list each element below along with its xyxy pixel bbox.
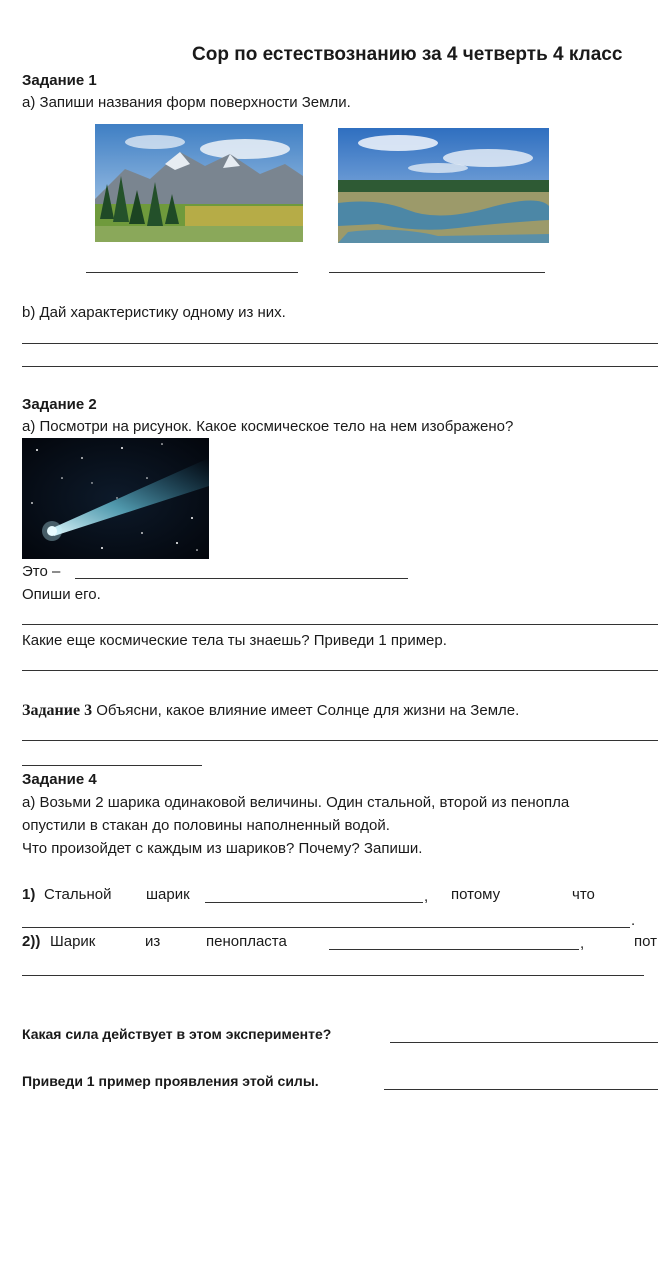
mountains-image xyxy=(95,124,303,242)
task2-heading: Задание 2 xyxy=(22,396,97,413)
answer-line-landform-2[interactable] xyxy=(329,272,545,273)
answer-line-b-1[interactable] xyxy=(22,343,658,344)
answer-line-task3-1[interactable] xyxy=(22,740,658,741)
task4-item-2-comma: , xyxy=(580,935,585,952)
task4-item-2-word-2: из xyxy=(145,933,161,950)
task4-line-2: опустили в стакан до половины наполненный водой. xyxy=(22,817,390,834)
answer-line-describe[interactable] xyxy=(22,624,658,625)
task2-eto-label: Это – xyxy=(22,563,61,580)
task4-item-2-word-1: Шарик xyxy=(50,933,96,950)
task4-line-1: а) Возьми 2 шарика одинаковой величины. Один стальной, второй из пенопла xyxy=(22,794,570,811)
task4-force-question: Какая сила действует в этом эксперименте? xyxy=(22,1026,332,1042)
page-title: Сор по естествознанию за 4 четверть 4 класс xyxy=(192,44,623,65)
answer-line-task3-2[interactable] xyxy=(22,765,202,766)
answer-line-b-2[interactable] xyxy=(22,366,658,367)
answer-line-force[interactable] xyxy=(390,1042,658,1043)
answer-line-foam-reason[interactable] xyxy=(22,975,644,976)
task4-example-question: Приведи 1 пример проявления этой силы. xyxy=(22,1073,319,1089)
task1-question-a: а) Запиши названия форм поверхности Земли. xyxy=(22,94,351,111)
task1-question-b: b) Дай характеристику одному из них. xyxy=(22,304,286,321)
task4-item-1-period: . xyxy=(631,912,636,929)
comet-image xyxy=(22,438,209,559)
task4-item-2-word-3: пенопласта xyxy=(206,933,287,950)
answer-line-landform-1[interactable] xyxy=(86,272,298,273)
task1-heading: Задание 1 xyxy=(22,72,97,89)
task3-question: Объясни, какое влияние имеет Солнце для жизни на Земле. xyxy=(92,702,520,719)
answer-line-example[interactable] xyxy=(384,1089,658,1090)
task4-item-2-number: 2)) xyxy=(22,933,41,950)
task3-line xyxy=(22,702,519,720)
answer-line-other[interactable] xyxy=(22,670,658,671)
answer-line-steel-reason[interactable] xyxy=(22,927,630,928)
task4-item-1-word-3: потому xyxy=(451,886,501,903)
task2-question-a: а) Посмотри на рисунок. Какое космическое тело на нем изображено? xyxy=(22,418,514,435)
answer-line-foam-ball[interactable] xyxy=(329,949,579,950)
plain-image xyxy=(338,128,549,243)
task4-line-3: Что произойдет с каждым из шариков? Почему? Запиши. xyxy=(22,840,423,857)
task3-heading: Задание 3 xyxy=(22,702,93,719)
task4-item-1-word-2: шарик xyxy=(146,886,190,903)
task4-heading: Задание 4 xyxy=(22,771,97,788)
task4-item-1-comma: , xyxy=(424,888,429,905)
task4-item-1-word-4: что xyxy=(572,886,595,903)
answer-line-eto[interactable] xyxy=(75,578,408,579)
task4-item-1-word-1: Стальной xyxy=(44,886,112,903)
task2-describe-label: Опиши его. xyxy=(22,586,101,603)
task2-other-bodies: Какие еще космические тела ты знаешь? Приведи 1 пример. xyxy=(22,632,447,649)
answer-line-steel-ball[interactable] xyxy=(205,902,423,903)
task4-item-2-word-4: пот xyxy=(634,933,658,950)
task4-item-1-number: 1) xyxy=(22,886,36,903)
